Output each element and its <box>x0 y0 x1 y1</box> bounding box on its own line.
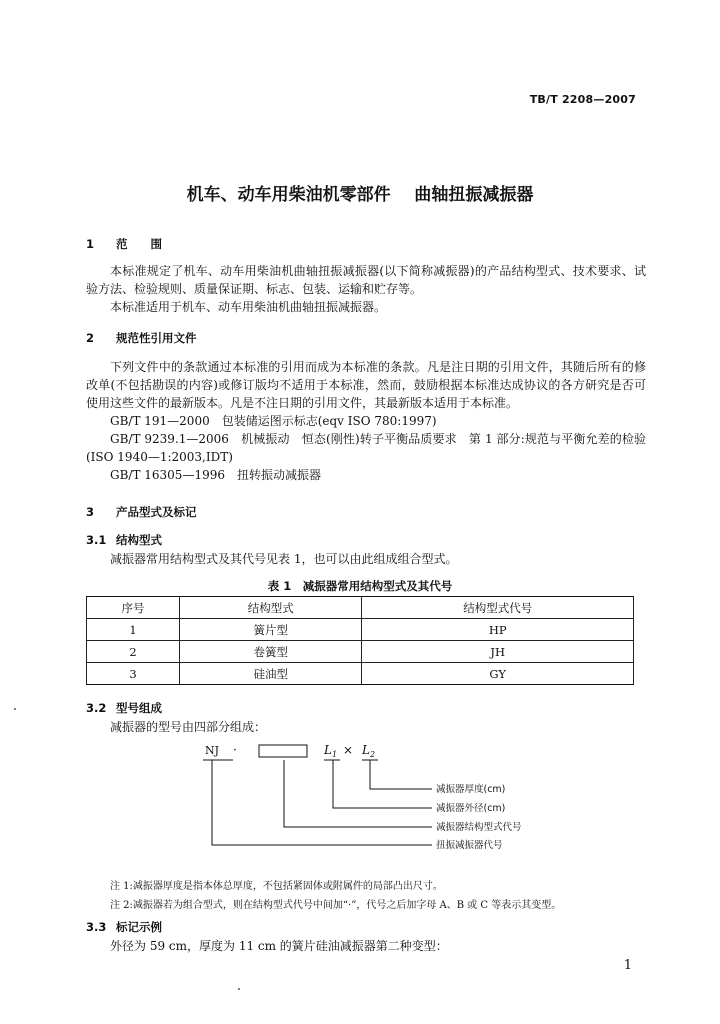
table-cell: HP <box>362 619 634 641</box>
reference-2: GB/T 9239.1—2006 机械振动 恒态(刚性)转子平衡品质要求 第 1 部分:规范与平衡允差的检验(ISO 1940—1:2003,IDT) <box>86 432 646 464</box>
section-title: 型号组成 <box>116 701 162 715</box>
section-title: 结构型式 <box>116 533 162 547</box>
times-sign: × <box>343 743 354 757</box>
document-title: 机车、动车用柴油机零部件 曲轴扭振减振器 <box>186 185 534 205</box>
label-structure-code: 减振器结构型式代号 <box>436 822 522 833</box>
section-3-3-heading <box>86 919 162 935</box>
note-1: 注 1:减振器厚度是指本体总厚度，不包括紧固体或附属件的局部凸出尺寸。 <box>110 881 443 892</box>
label-damper-code: 扭振减振器代号 <box>436 840 503 851</box>
table-cell: 簧片型 <box>180 619 362 641</box>
table-cell: 硅油型 <box>180 663 362 685</box>
section-3-heading <box>86 504 197 520</box>
table-1 <box>86 596 634 685</box>
table-row <box>87 663 634 685</box>
model-composition-diagram <box>0 735 720 865</box>
table-cell: JH <box>362 641 634 663</box>
page-number: 1 <box>623 958 632 973</box>
section-2-para: 下列文件中的条款通过本标准的引用而成为本标准的条款。凡是注日期的引用文件，其随后所有的修改单(不包括勘误的内容)或修订版均不适用于本标准，然而，鼓励根据本标准达成协议的各方研究是否可使用这些文件的最新版本。凡是不注日期的引用文件，其最新版本适用于本标准。 <box>86 360 646 410</box>
reference-1: GB/T 191—2000 包装储运图示标志(eqv ISO 780:1997) <box>110 414 437 428</box>
standard-code: TB/T 2208—2007 <box>529 93 636 106</box>
section-title: 标记示例 <box>116 920 162 934</box>
table-cell: 2 <box>87 641 180 663</box>
section-1-heading <box>86 236 162 252</box>
scan-speck <box>14 708 16 710</box>
label-thickness: 减振器厚度(cm) <box>436 784 506 795</box>
label-outer-diameter: 减振器外径(cm) <box>436 803 506 814</box>
reference-3: GB/T 16305—1996 扭转振动减振器 <box>110 468 321 482</box>
structure-code-box <box>259 745 307 757</box>
separator-dot: · <box>233 743 237 757</box>
section-title: 规范性引用文件 <box>116 331 197 345</box>
note-2: 注 2:减振器若为组合型式，则在结构型式代号中间加“·”，代号之后加字母 A、B 或 C 等表示其变型。 <box>110 900 562 911</box>
section-number: 2 <box>86 331 95 345</box>
section-number: 3.2 <box>86 701 107 715</box>
section-1-para-2: 本标准适用于机车、动车用柴油机曲轴扭振减振器。 <box>110 300 387 314</box>
section-3-2-heading <box>86 700 162 716</box>
table-header-cell: 结构型式代号 <box>362 597 634 619</box>
table-row <box>87 641 634 663</box>
l2-symbol: $L_2$ <box>362 743 376 759</box>
l1-symbol: $L_1$ <box>324 743 338 759</box>
section-3-3-para: 外径为 59 cm，厚度为 11 cm 的簧片硅油减振器第二种变型： <box>110 939 448 953</box>
table-cell: GY <box>362 663 634 685</box>
section-3-1-heading <box>86 532 162 548</box>
section-1-para-1: 本标准规定了机车、动车用柴油机曲轴扭振减振器(以下简称减振器)的产品结构型式、技术要求、试验方法、检验规则、质量保证期、标志、包装、运输和贮存等。 <box>86 264 646 296</box>
section-3-1-para: 减振器常用结构型式及其代号见表 1，也可以由此组成组合型式。 <box>110 552 458 566</box>
table-cell: 卷簧型 <box>180 641 362 663</box>
table-cell: 3 <box>87 663 180 685</box>
table-1-caption: 表 1 减振器常用结构型式及其代号 <box>267 579 453 593</box>
table-row <box>87 619 634 641</box>
section-title: 范 围 <box>116 237 162 251</box>
section-number: 3 <box>86 505 95 519</box>
section-number: 3.3 <box>86 920 107 934</box>
table-header-cell: 结构型式 <box>180 597 362 619</box>
section-3-2-para: 减振器的型号由四部分组成： <box>110 720 267 734</box>
scan-speck <box>238 988 240 990</box>
section-number: 3.1 <box>86 533 107 547</box>
section-2-heading <box>86 330 197 346</box>
prefix-code: NJ <box>205 744 220 757</box>
section-title: 产品型式及标记 <box>116 505 197 519</box>
section-number: 1 <box>86 237 95 251</box>
table-header-cell: 序号 <box>87 597 180 619</box>
table-cell: 1 <box>87 619 180 641</box>
table-header-row <box>87 597 634 619</box>
